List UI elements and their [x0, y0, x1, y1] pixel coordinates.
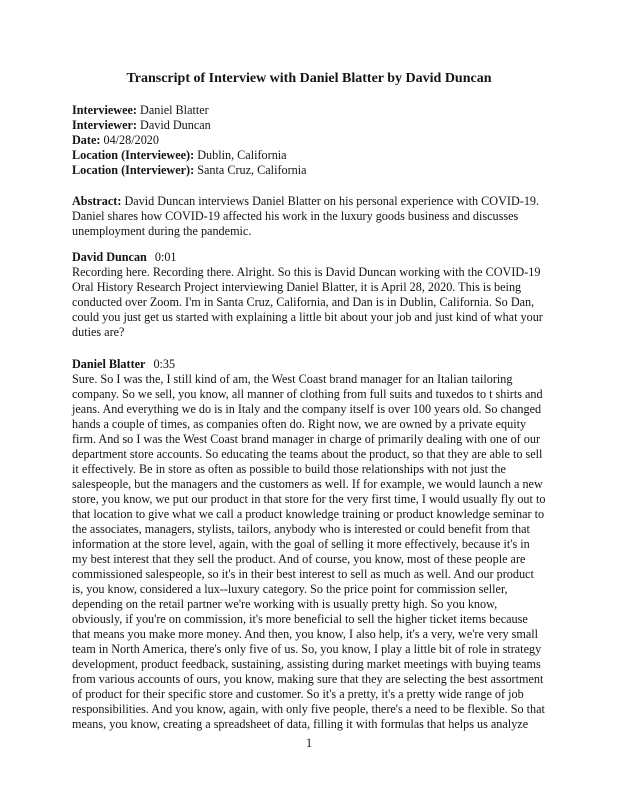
abstract-text: David Duncan interviews Daniel Blatter on his personal experience with COVID-19. Daniel shares how COVID-19 affected his work in the luxury goods business and discusses unemployment during the pandemic.: [72, 194, 540, 238]
abstract-paragraph: [72, 194, 546, 239]
page-title: Transcript of Interview with Daniel Blatter by David Duncan: [126, 71, 492, 86]
transcript-segment-daniel-blatter: [72, 357, 546, 732]
metadata-interviewer: [72, 118, 546, 133]
metadata-block: [72, 103, 546, 178]
metadata-location-interviewer-label: Location (Interviewer):: [72, 163, 195, 177]
metadata-date: [72, 133, 546, 148]
metadata-location-interviewee-value: Dublin, California: [197, 148, 287, 162]
speaker-name: Daniel Blatter: [72, 357, 146, 371]
speaker-name: David Duncan: [72, 250, 147, 264]
metadata-interviewee-value: Daniel Blatter: [140, 103, 209, 117]
metadata-location-interviewer: [72, 163, 546, 178]
metadata-location-interviewee: [72, 148, 546, 163]
speaker-timestamp: 0:35: [153, 357, 176, 371]
metadata-interviewee-label: Interviewee:: [72, 103, 137, 117]
page-number: 1: [305, 736, 313, 750]
metadata-date-label: Date:: [72, 133, 101, 147]
speaker-heading: [72, 357, 546, 372]
speaker-timestamp: 0:01: [154, 250, 177, 264]
metadata-date-value: 04/28/2020: [103, 133, 159, 147]
segment-text: Sure. So I was the, I still kind of am, the West Coast brand manager for an Italian tailoring company. So we sell, you know, all manner of clothing from full suits and tuxedos to t shirts and jeans. And everything we do is in Italy and the company itself is over 100 years old. So changed hands a couple of times, as companies often do. Right now, we are owned by a private equity firm. And so I was the West Coast brand manager in charge of primarily dealing with one of our department store accounts. So educating the teams about the product, so that they are able to sell it effectively. Be in store as often as possible to build those relationships with not just the salespeople, but the managers and the customers as well. If for example, we would launch a new store, you know, we put our product in that store for the very first time, I would usually fly out to that location to give what we call a product knowledge training or product knowledge seminar to the associates, managers, stylists, tailors, anybody who is interested or could benefit from that information at the store level, again, with the goal of selling it more effectively, because it's in my best interest that they sell the product. And of course, you know, most of these people are commissioned salespeople, so it's in their best interest to sell as much as well. And our product is, you know, considered a lux--luxury category. So the price point for commission seller, depending on the retail partner we're working with is usually pretty high. So you know, obviously, if you're on commission, it's more beneficial to sell the higher ticket items because that means you make more money. And then, you know, I also help, it's a very, we're very small team in North America, there's only five of us. So, you know, I play a little bit of role in strategy development, product feedback, sustaining, assisting during market meetings with buying teams from various accounts of ours, you know, making sure that they are selecting the best assortment of product for their specific store and customer. So it's a pretty, it's a pretty wide range of job responsibilities. And you know, again, with only five people, there's a need to be flexible. So that means, you know, creating a spreadsheet of data, filling it with formulas that helps us analyze: [72, 372, 546, 731]
metadata-interviewer-value: David Duncan: [140, 118, 211, 132]
metadata-interviewee: [72, 103, 546, 118]
metadata-location-interviewee-label: Location (Interviewee):: [72, 148, 195, 162]
abstract-label: Abstract:: [72, 194, 122, 208]
transcript-segment-david-duncan: [72, 250, 546, 340]
metadata-location-interviewer-value: Santa Cruz, California: [197, 163, 307, 177]
metadata-interviewer-label: Interviewer:: [72, 118, 137, 132]
segment-text: Recording here. Recording there. Alright. So this is David Duncan working with the COVID-19 Oral History Research Project interviewing Daniel Blatter, it is April 28, 2020. This is being conducted over Zoom. I'm in Santa Cruz, California, and Dan is in Dublin, California. So Dan, could you just get us started with explaining a little bit about your job and just kind of what your duties are?: [72, 265, 543, 339]
speaker-heading: [72, 250, 546, 265]
